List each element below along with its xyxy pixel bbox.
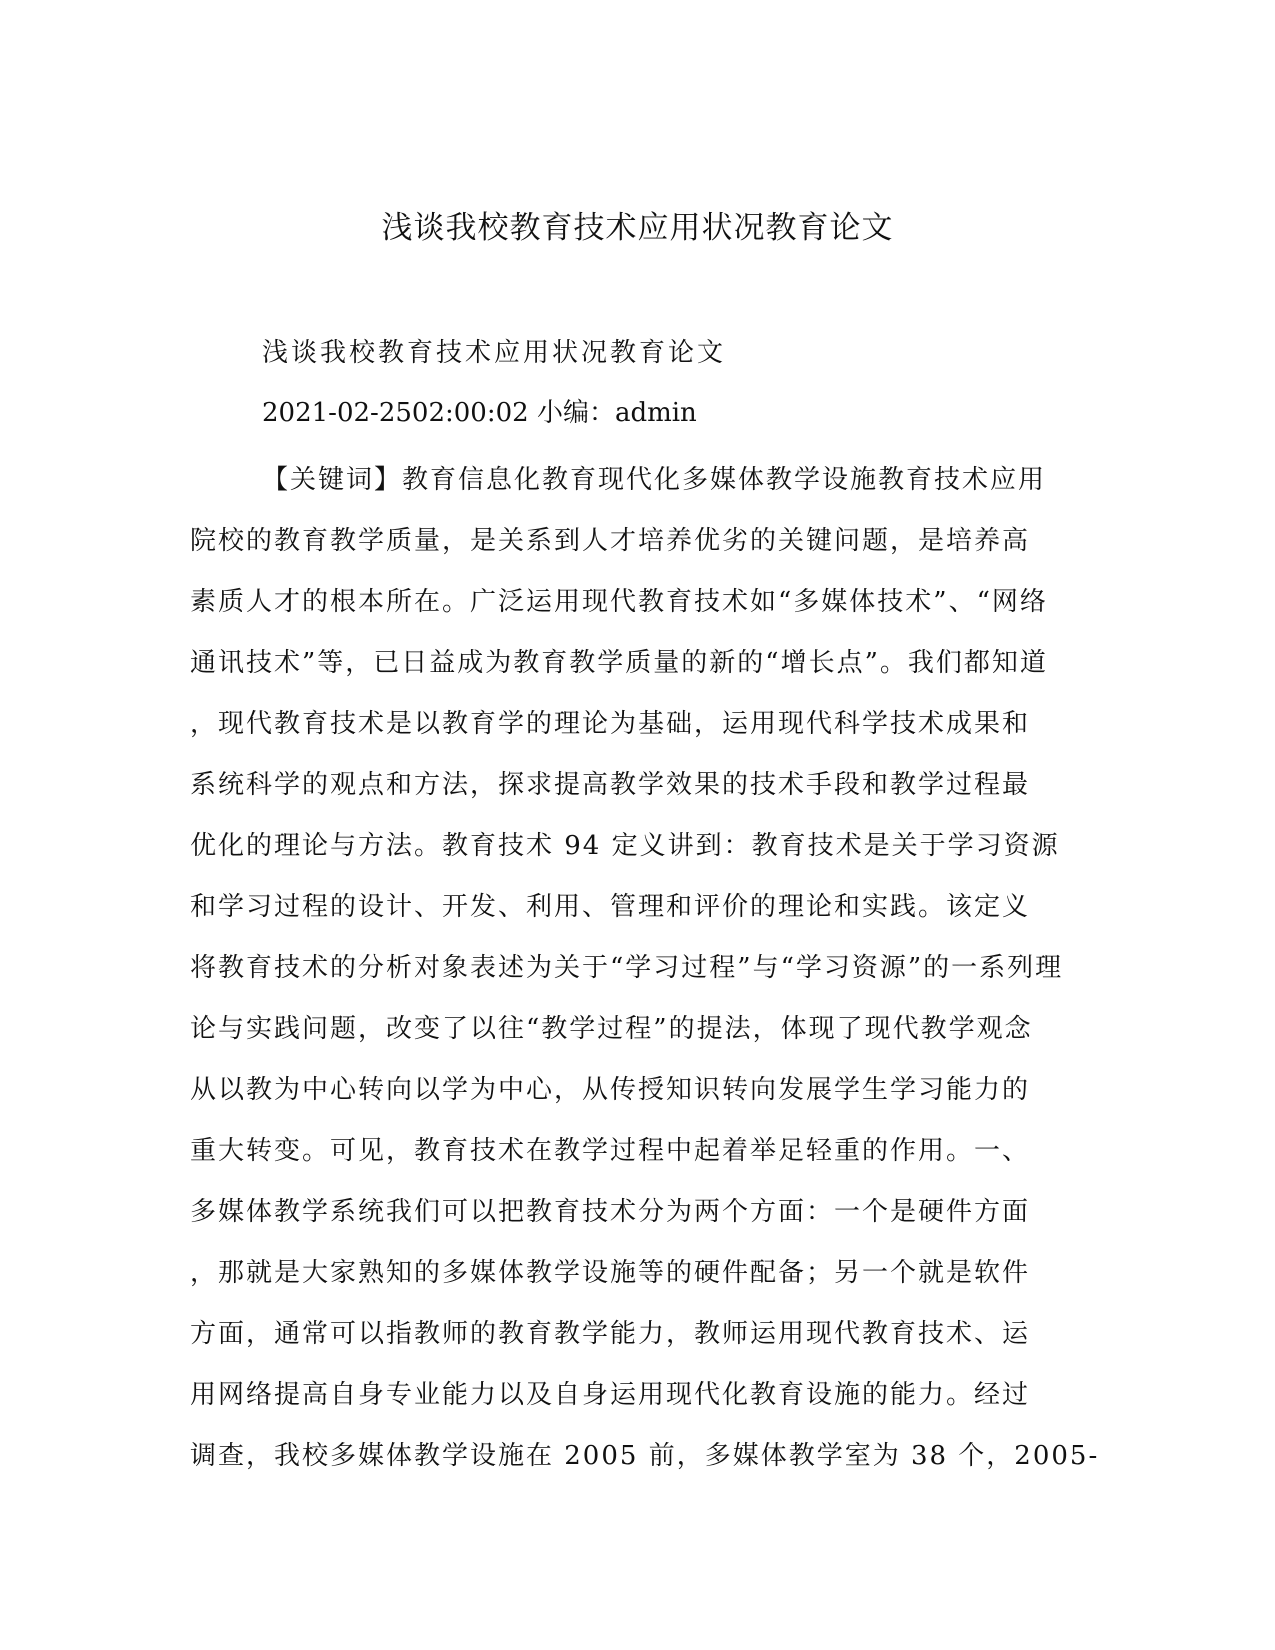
document-title: 浅谈我校教育技术应用状况教育论文 xyxy=(381,210,894,246)
body-line: 优化的理论与方法。教育技术 94 定义讲到：教育技术是关于学习资源 xyxy=(190,831,1060,861)
body-line: 调查，我校多媒体教学设施在 2005 前，多媒体教学室为 38 个，2005- xyxy=(190,1441,1100,1471)
body-line: 和学习过程的设计、开发、利用、管理和评价的理论和实践。该定义 xyxy=(190,892,1031,922)
body-line: 系统科学的观点和方法，探求提高教学效果的技术手段和教学过程最 xyxy=(190,770,1031,800)
body-line: 方面，通常可以指教师的教育教学能力，教师运用现代教育技术、运 xyxy=(190,1319,1031,1349)
body-line: 从以教为中心转向以学为中心，从传授知识转向发展学生学习能力的 xyxy=(190,1075,1031,1105)
body-line: 院校的教育教学质量，是关系到人才培养优劣的关键问题，是培养高 xyxy=(190,526,1031,556)
body-line: 多媒体教学系统我们可以把教育技术分为两个方面：一个是硬件方面 xyxy=(190,1197,1031,1227)
body-line: ，那就是大家熟知的多媒体教学设施等的硬件配备；另一个就是软件 xyxy=(190,1258,1031,1288)
body-line: 论与实践问题，改变了以往“教学过程”的提法，体现了现代教学观念 xyxy=(190,1014,1033,1044)
body-line: 【关键词】教育信息化教育现代化多媒体教学设施教育技术应用 xyxy=(262,465,1047,495)
body-line: 重大转变。可见，教育技术在教学过程中起着举足轻重的作用。一、 xyxy=(190,1136,1031,1166)
body-line: 素质人才的根本所在。广泛运用现代教育技术如“多媒体技术”、“网络 xyxy=(190,587,1048,617)
document-dateline: 2021-02-2502:00:02 小编：admin xyxy=(262,398,697,428)
body-line: ，现代教育技术是以教育学的理论为基础，运用现代科学技术成果和 xyxy=(190,709,1031,739)
body-paragraph xyxy=(190,450,1100,1487)
body-line: 用网络提高自身专业能力以及自身运用现代化教育设施的能力。经过 xyxy=(190,1380,1031,1410)
body-line: 通讯技术”等，已日益成为教育教学质量的新的“增长点”。我们都知道 xyxy=(190,648,1048,678)
document-subtitle: 浅谈我校教育技术应用状况教育论文 xyxy=(262,338,727,368)
body-line: 将教育技术的分析对象表述为关于“学习过程”与“学习资源”的一系列理 xyxy=(190,953,1064,983)
